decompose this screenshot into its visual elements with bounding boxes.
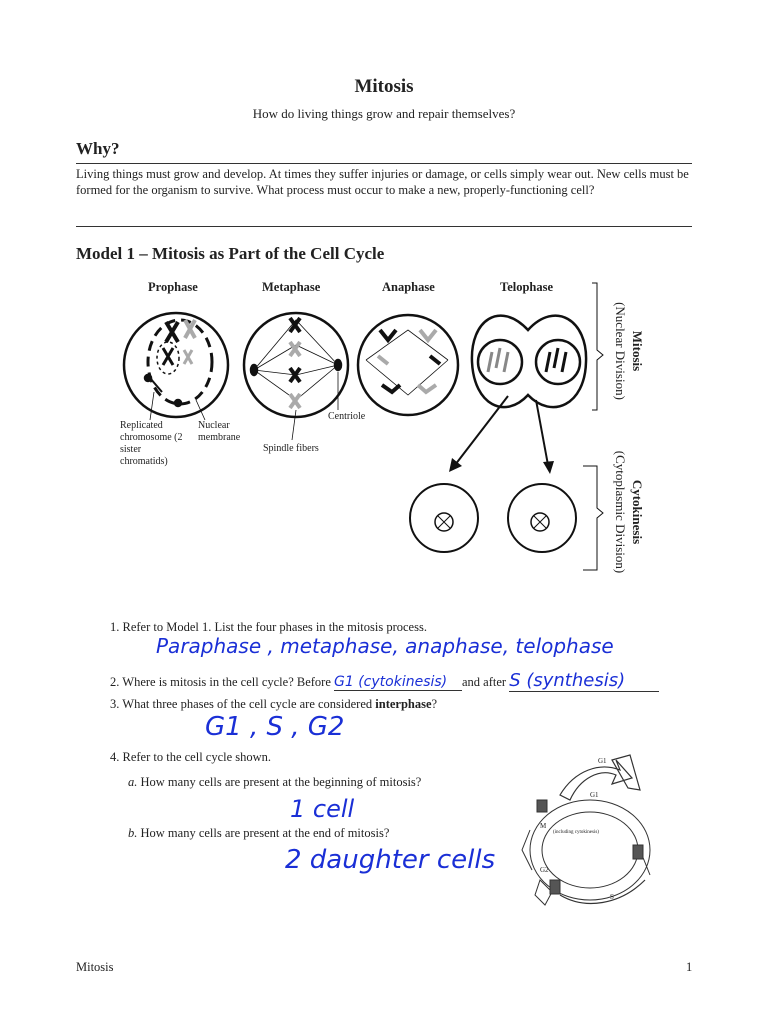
daughter-cell-2 <box>508 484 576 552</box>
question-2-text: 2. Where is mitosis in the cell cycle? Before <box>110 675 331 689</box>
cycle-label-g2: G2 <box>540 866 549 874</box>
side-label-cytokinesis <box>606 432 646 592</box>
question-4a-letter: a. <box>128 775 138 789</box>
why-text: Living things must grow and develop. At times they suffer injuries or damage, or cells simply wear out. New cells must be formed for the organism to survive. What process must occur to make a new, properly-functioning cell? <box>76 167 689 197</box>
question-4: 4. Refer to the cell cycle shown. <box>110 750 272 764</box>
cycle-label-m: M <box>540 822 547 830</box>
question-3 <box>110 697 437 712</box>
answer-4b[interactable]: 2 daughter cells <box>285 845 496 875</box>
question-3-end: ? <box>431 697 438 711</box>
answer-1[interactable]: Paraphase , metaphase, anaphase, telophase <box>156 634 614 658</box>
question-4a <box>128 775 421 790</box>
page-title: Mitosis <box>354 76 414 97</box>
model-heading: Model 1 – Mitosis as Part of the Cell Cycle <box>76 244 385 263</box>
side-label-mitosis <box>606 286 646 416</box>
label-replicated-chromosome: Replicated chromosome (2 sister chromatids) <box>120 420 183 467</box>
side-mitosis-sub: (Nuclear Division) <box>613 302 628 400</box>
question-4b-letter: b. <box>128 826 138 840</box>
prophase-cell <box>124 313 228 417</box>
anaphase-cell <box>358 315 458 415</box>
label-spindle-fibers: Spindle fibers <box>263 443 319 454</box>
answer-4a[interactable]: 1 cell <box>290 795 355 823</box>
page-subtitle: How do living things grow and repair themselves? <box>252 106 516 121</box>
question-3-text: 3. What three phases of the cell cycle are considered <box>110 697 373 711</box>
cycle-label-s: S <box>610 893 614 901</box>
question-4b <box>128 826 389 841</box>
side-mitosis-title: Mitosis <box>630 330 645 372</box>
answer-2a[interactable]: G1 (cytokinesis) <box>334 674 462 691</box>
answer-2b[interactable]: S (synthesis) <box>509 670 659 692</box>
question-1: 1. Refer to Model 1. List the four phases in the mitosis process. <box>110 620 427 634</box>
label-nuclear-membrane: Nuclear membrane <box>198 420 241 443</box>
cycle-label-g1: G1 <box>590 791 599 799</box>
daughter-cell-1 <box>410 484 478 552</box>
cycle-label-inner: (including cytokinesis) <box>553 830 599 835</box>
side-cyto-sub: (Cytoplasmic Division) <box>613 450 628 574</box>
phase-label-telophase: Telophase <box>500 280 554 294</box>
question-2-mid: and after <box>462 675 507 689</box>
telophase-cell <box>472 316 586 407</box>
question-4b-text: How many cells are present at the end of mitosis? <box>140 826 390 840</box>
phase-label-prophase: Prophase <box>148 280 198 294</box>
why-heading: Why? <box>76 139 120 158</box>
side-cyto-title: Cytokinesis <box>630 479 645 545</box>
question-3-bold: interphase <box>375 697 432 711</box>
metaphase-cell <box>244 313 348 417</box>
label-centriole: Centriole <box>328 411 366 422</box>
question-4a-text: How many cells are present at the beginning of mitosis? <box>140 775 422 789</box>
footer-title: Mitosis <box>76 960 114 974</box>
page-number: 1 <box>686 960 693 974</box>
phase-label-metaphase: Metaphase <box>262 280 321 294</box>
phase-label-anaphase: Anaphase <box>382 280 435 294</box>
cycle-label-top: G1 <box>598 757 607 765</box>
answer-3[interactable]: G1 , S , G2 <box>205 712 345 742</box>
question-2 <box>110 670 659 692</box>
